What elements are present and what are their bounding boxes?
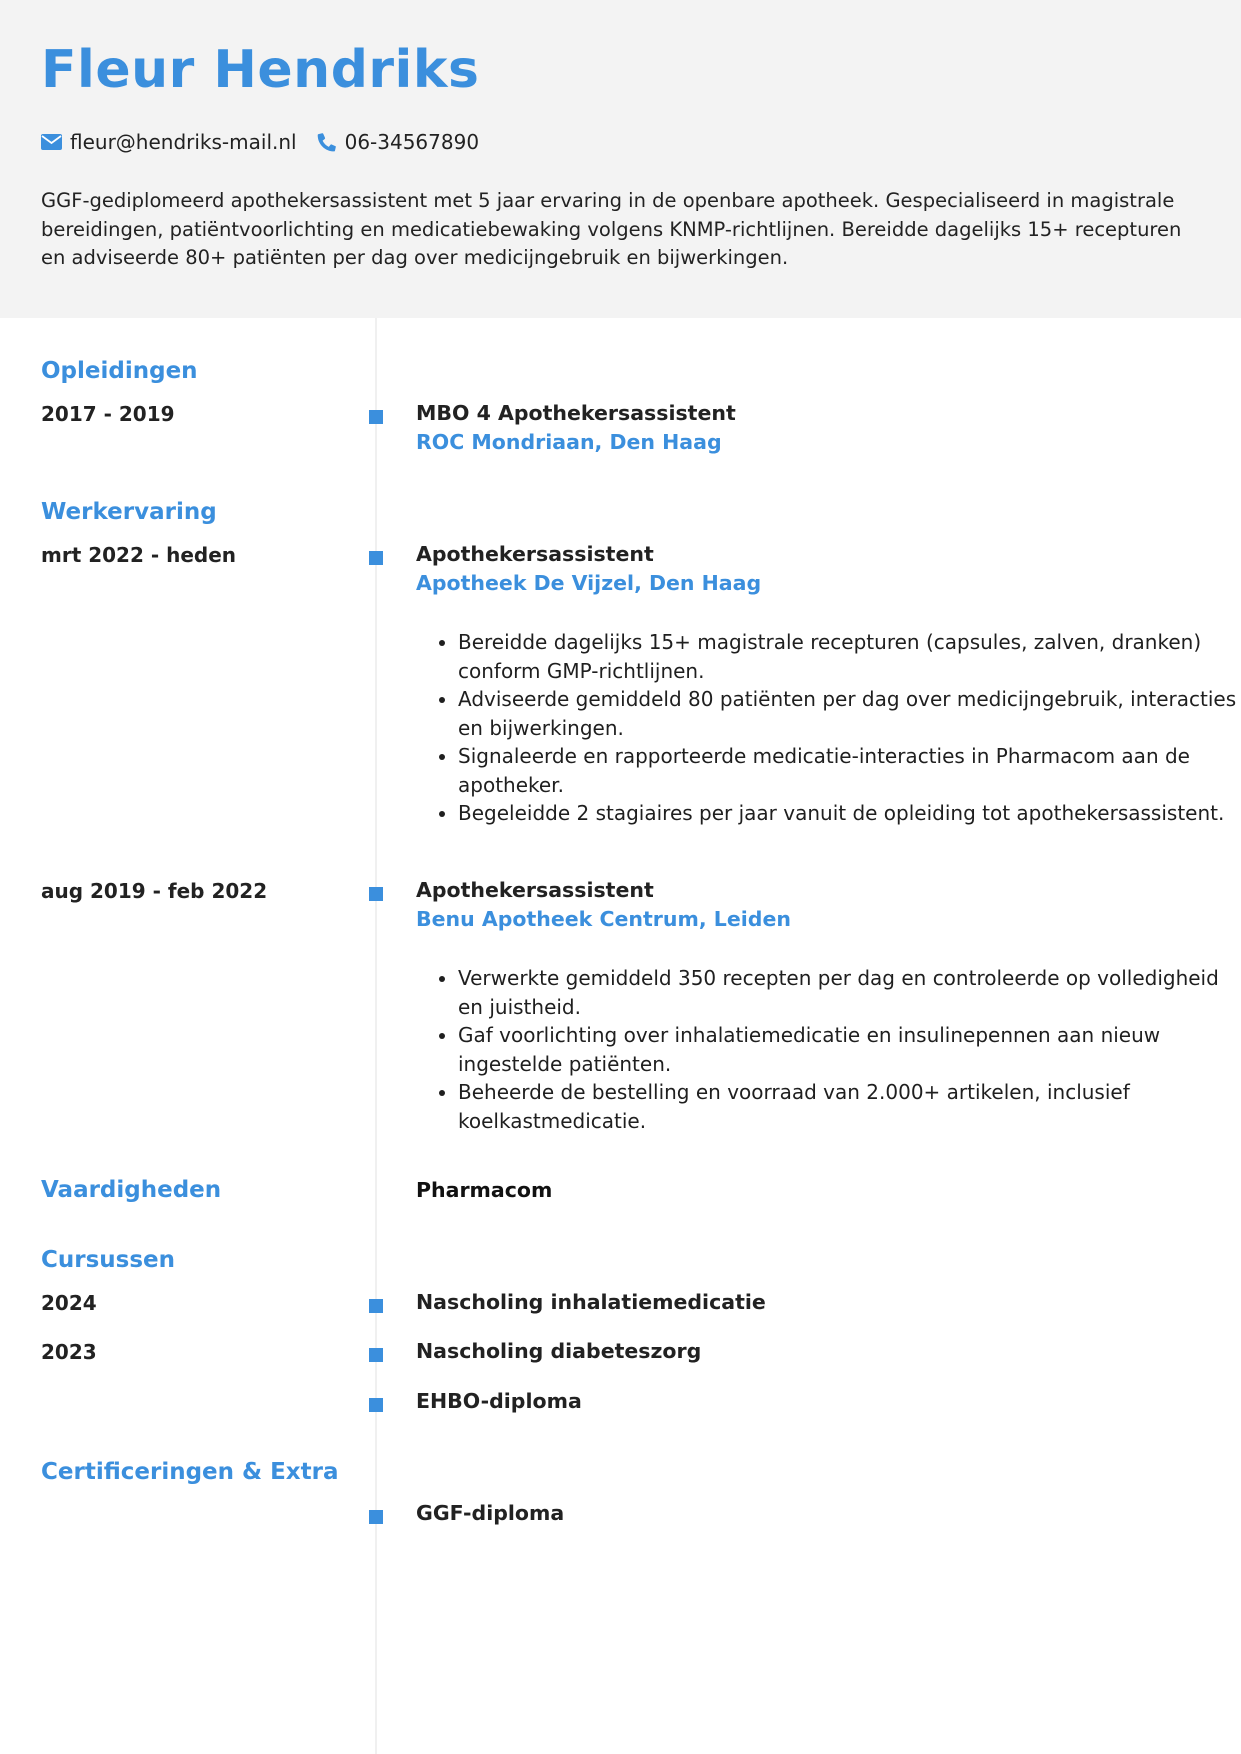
course-title: Nascholing inhalatiemedicatie: [416, 1290, 766, 1314]
certification-title: GGF-diploma: [416, 1501, 565, 1525]
job-date: mrt 2022 - heden: [41, 543, 237, 567]
education-institution: ROC Mondriaan, Den Haag: [416, 430, 722, 454]
education-title: MBO 4 Apothekersassistent: [416, 401, 736, 425]
timeline-marker: [369, 551, 383, 565]
section-title-experience: Werkervaring: [41, 499, 217, 525]
email-text: fleur@hendriks-mail.nl: [70, 130, 297, 154]
course-title: EHBO-diploma: [416, 1389, 582, 1413]
section-title-courses: Cursussen: [41, 1247, 176, 1273]
timeline-marker: [369, 410, 383, 424]
job-employer: Benu Apotheek Centrum, Leiden: [416, 907, 791, 931]
list-item: • Beheerde de bestelling en voorraad van 2.000+ artikelen, inclusief koelkastmedicatie.: [458, 1078, 1241, 1135]
course-title: Nascholing diabeteszorg: [416, 1339, 702, 1363]
list-item: • Gaf voorlichting over inhalatiemedicatie en insulinepennen aan nieuw ingestelde patiënten.: [458, 1021, 1241, 1078]
profile-summary: GGF-gediplomeerd apothekersassistent met 5 jaar ervaring in de openbare apotheek. Gespecialiseerd in magistrale bereidingen, patiëntvoorlichting en medicatiebewaking volgens KNMP-richtlijnen. Bereidde dagelijks 15+ recepturen en adviseerde 80+ patiënten per dag over medicijngebruik en bijwerkingen.: [41, 189, 1182, 269]
timeline-marker: [369, 887, 383, 901]
phone-contact[interactable]: [317, 130, 479, 154]
timeline-marker: [369, 1299, 383, 1313]
job-bullets: [416, 964, 1241, 1135]
list-item: • Signaleerde en rapporteerde medicatie-interacties in Pharmacom aan de apotheker.: [458, 742, 1241, 799]
list-item: • Adviseerde gemiddeld 80 patiënten per dag over medicijngebruik, interacties en bijwerkingen.: [458, 685, 1241, 742]
job-date: aug 2019 - feb 2022: [41, 879, 268, 903]
phone-icon: [317, 132, 337, 152]
job-employer: Apotheek De Vijzel, Den Haag: [416, 571, 762, 595]
job-bullets: [416, 628, 1241, 828]
skill-item: Pharmacom: [416, 1178, 553, 1202]
job-title: Apothekersassistent: [416, 878, 654, 902]
list-item: • Verwerkte gemiddeld 350 recepten per dag en controleerde op volledigheid en juistheid.: [458, 964, 1241, 1021]
contact-info: [41, 128, 499, 156]
section-title-education: Opleidingen: [41, 358, 198, 384]
timeline-marker: [369, 1510, 383, 1524]
candidate-name: Fleur Hendriks: [41, 40, 480, 100]
envelope-icon: [41, 134, 62, 150]
phone-text: 06-34567890: [344, 130, 480, 154]
timeline-marker: [369, 1398, 383, 1412]
email-contact[interactable]: [41, 130, 297, 154]
education-date: 2017 - 2019: [41, 402, 175, 426]
timeline-marker: [369, 1348, 383, 1362]
list-item: • Bereidde dagelijks 15+ magistrale recepturen (capsules, zalven, dranken) conform GMP-richtlijnen.: [458, 628, 1241, 685]
section-title-skills: Vaardigheden: [41, 1177, 222, 1203]
job-title: Apothekersassistent: [416, 542, 654, 566]
timeline-divider: [375, 318, 377, 1754]
list-item: • Begeleidde 2 stagiaires per jaar vanuit de opleiding tot apothekersassistent.: [458, 799, 1241, 828]
header: [0, 0, 1241, 318]
course-date: 2024: [41, 1291, 97, 1315]
section-title-certifications: Certificeringen & Extra: [41, 1459, 339, 1485]
course-date: 2023: [41, 1340, 97, 1364]
